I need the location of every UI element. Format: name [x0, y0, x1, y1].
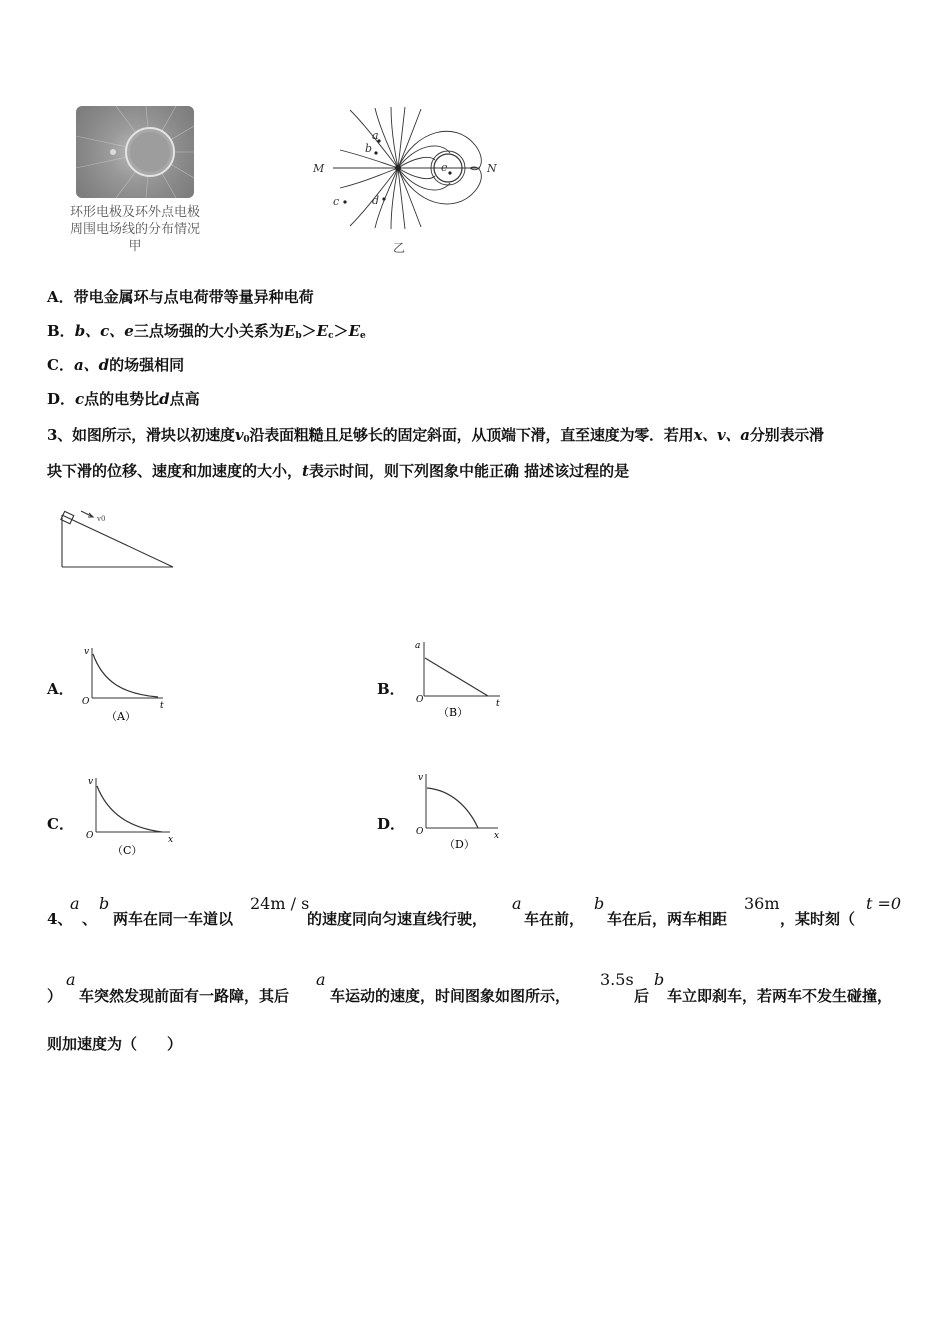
graph-a-y-label: v	[84, 647, 90, 657]
graph-d-caption: （D）	[444, 838, 475, 851]
graph-c-y-label: v	[88, 777, 94, 787]
q4-distance: 36m	[744, 894, 780, 913]
q4-separator: 、	[82, 910, 98, 928]
q2-option-a	[47, 286, 314, 307]
ring-electrode-photo	[76, 106, 194, 198]
q3-option-a-label: A．	[47, 680, 74, 698]
graph-d-y-label: v	[418, 773, 424, 783]
q3-text-e: 表示时间，则下列图象中能正确 描述该过程的是	[308, 462, 630, 480]
q2-option-d-label: D．	[47, 390, 76, 408]
q3-v0-sub: 0	[243, 435, 250, 445]
q2-b-E1: E	[283, 322, 296, 340]
q2-option-c-vars: a、d	[73, 356, 110, 374]
q4-text3: 车在前，	[524, 910, 585, 928]
graph-b-y-label: a	[415, 641, 421, 651]
q3-option-b-label: B．	[377, 680, 405, 698]
q2-option-d	[47, 388, 200, 409]
q2-option-b	[47, 320, 366, 341]
q4-speed: 24m / s	[250, 894, 310, 913]
q4-text4: 车在后，两车相距	[607, 910, 728, 928]
graph-c-origin: O	[86, 831, 94, 841]
q2-option-a-label: A．	[47, 288, 74, 306]
q4-var-a3: a	[66, 970, 76, 989]
graph-a-origin: O	[82, 697, 90, 707]
field-line-diagram	[305, 105, 505, 255]
q4-text6: ）	[47, 987, 63, 1005]
q2-b-E3: E	[348, 322, 360, 340]
q4-text1: 两车在同一车道以	[113, 910, 234, 928]
q4-var-a4: a	[316, 970, 326, 989]
q4-text7: 车突然发现前面有一路障，其后	[79, 987, 290, 1005]
q4-text10: 车立即刹车，若两车不发生碰撞，	[667, 987, 893, 1005]
q2-option-c-label: C．	[47, 356, 74, 374]
q4-var-a2: a	[512, 894, 522, 913]
q3-stem-line2	[47, 460, 629, 481]
q2-option-a-text: 带电金属环与点电荷带等量异种电荷	[73, 288, 314, 306]
label-b: b	[365, 142, 373, 155]
label-e: e	[441, 161, 448, 174]
q4-text5: ，某时刻（	[780, 910, 856, 928]
q3-t: t	[302, 462, 309, 480]
q4-text2: 的速度同向匀速直线行驶，	[307, 910, 488, 928]
q2-option-d-var1: c	[75, 390, 85, 408]
q3-option-d-label: D．	[377, 815, 406, 833]
q3-stem-line1	[47, 424, 824, 445]
graph-d-x-label: x	[494, 831, 500, 841]
graph-b-caption: （B）	[438, 706, 469, 719]
q2-b-E2: E	[316, 322, 329, 340]
q4-text9: 后	[634, 987, 650, 1005]
q2-b-sub2: c	[328, 331, 334, 341]
graph-d-origin: O	[416, 827, 424, 837]
q3-graph-b	[408, 636, 508, 722]
q3-text-b: 沿表面粗糙且足够长的固定斜面，从顶端下滑，直至速度为零．若用	[249, 426, 694, 444]
q4-var-b3: b	[654, 970, 665, 989]
q3-text-c: 分别表示滑	[749, 426, 824, 444]
q4-var-a1: a	[70, 894, 80, 913]
q2-b-gt2: ＞	[333, 322, 349, 340]
photo-caption	[56, 204, 214, 255]
q3-text-d: 块下滑的位移、速度和加速度的大小，	[47, 462, 303, 480]
label-a: a	[372, 129, 379, 142]
q3-vars: x、v、a	[693, 426, 750, 444]
incline-v0-label: v0	[97, 515, 106, 523]
graph-c-caption: （C）	[112, 844, 143, 857]
photo-caption-line2: 周围电场线的分布情况	[69, 222, 200, 237]
q4-number: 4、	[47, 910, 73, 928]
q2-b-gt1: ＞	[301, 322, 317, 340]
q2-option-c-text: 的场强相同	[109, 356, 185, 374]
q4-var-b1: b	[99, 894, 110, 913]
graph-a-x-label: t	[160, 701, 164, 711]
q3-option-c-label: C．	[47, 815, 74, 833]
graph-b-origin: O	[416, 695, 424, 705]
label-M: M	[313, 162, 325, 175]
q4-time: 3.5s	[600, 970, 634, 989]
q2-option-b-text: 三点场强的大小关系为	[133, 322, 284, 340]
q3-graph-d	[410, 768, 510, 856]
q4-text8: 车运动的速度，时间图象如图所示，	[330, 987, 571, 1005]
field-photo	[76, 106, 194, 198]
q2-b-sub1: b	[295, 331, 302, 341]
diagram-caption: 乙	[393, 241, 406, 255]
q3-graph-c	[80, 772, 180, 860]
q2-option-b-vars: b、c、e	[74, 322, 134, 340]
incline-figure	[55, 505, 180, 573]
q2-option-b-label: B．	[47, 322, 75, 340]
q4-text11: 则加速度为（ ）	[47, 1035, 183, 1053]
photo-caption-line1: 环形电极及环外点电极	[69, 205, 200, 220]
q4-var-b2: b	[594, 894, 605, 913]
label-c: c	[333, 195, 340, 208]
q3-text-a: 3、如图所示，滑块以初速度	[47, 426, 235, 444]
q4-t-zero: t =0	[866, 894, 902, 913]
q3-v0: v	[234, 426, 244, 444]
graph-b-x-label: t	[496, 699, 500, 709]
q2-option-c	[47, 354, 184, 375]
graph-c-x-label: x	[168, 835, 174, 845]
photo-caption-line3: 甲	[128, 239, 142, 254]
graph-a-caption: （A）	[106, 710, 136, 723]
q2-option-d-text2: 点高	[169, 390, 200, 408]
label-d: d	[372, 194, 380, 207]
q3-graph-a	[78, 642, 173, 724]
label-N: N	[487, 162, 497, 175]
q2-b-sub3: e	[360, 331, 366, 341]
q2-option-d-text1: 点的电势比	[84, 390, 160, 408]
q2-option-d-var2: d	[159, 390, 170, 408]
